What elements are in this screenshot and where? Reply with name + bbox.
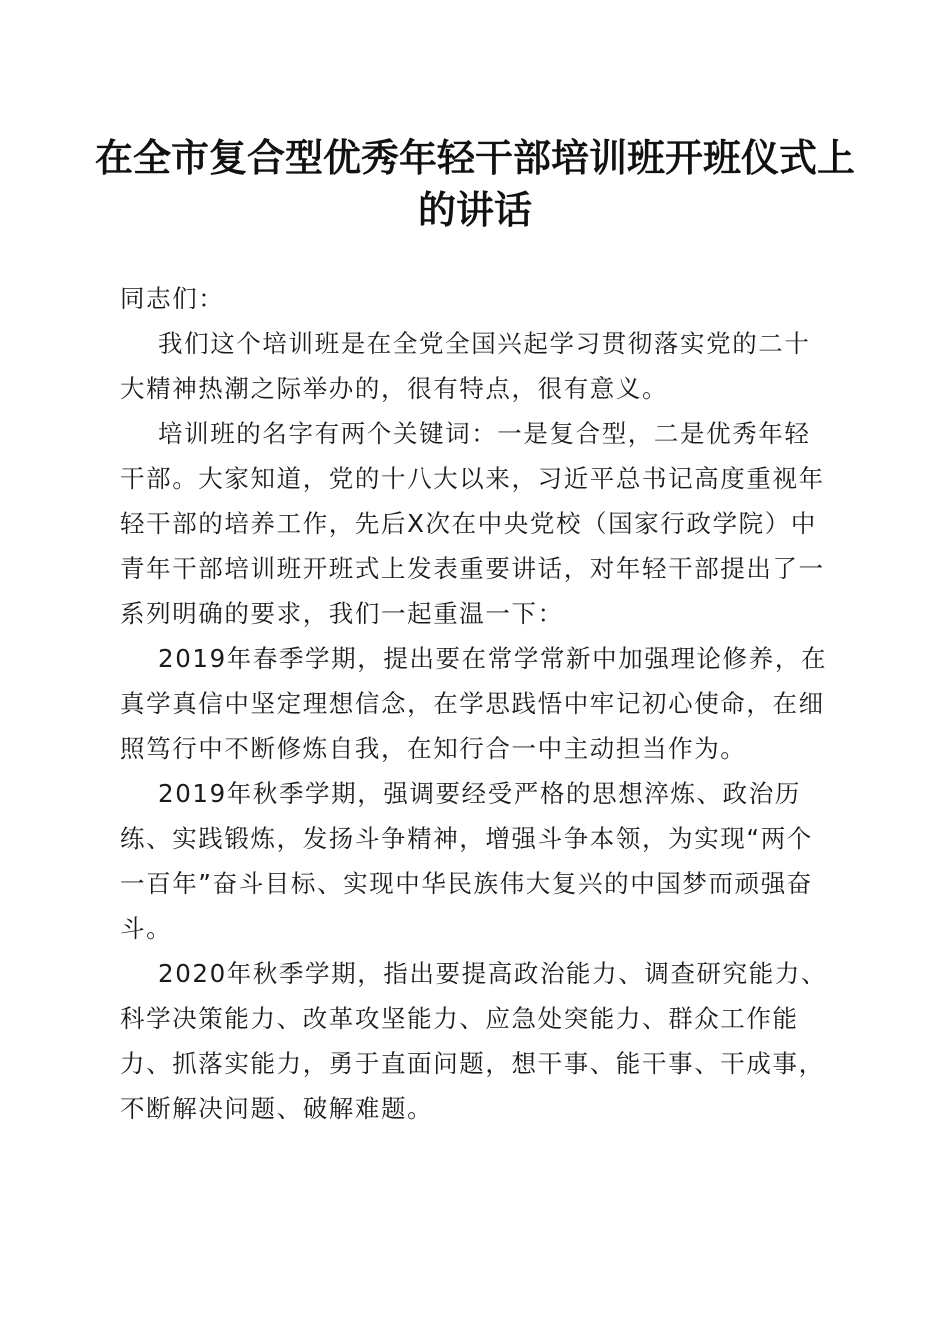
paragraph-4: 2019年秋季学期，强调要经受严格的思想淬炼、政治历练、实践锻炼，发扬斗争精神，增强斗争本领，为实现“两个一百年”奋斗目标、实现中华民族伟大复兴的中国梦而顽强奋斗。: [120, 779, 813, 943]
paragraph-1: 我们这个培训班是在全党全国兴起学习贯彻落实党的二十大精神热潮之际举办的，很有特点，很有意义。: [120, 329, 811, 403]
title-line-2: 的讲话: [417, 187, 532, 232]
paragraph-3: 2019年春季学期，提出要在常学常新中加强理论修养，在真学真信中坚定理想信念，在学思践悟中牢记初心使命，在细照笃行中不断修炼自我，在知行合一中主动担当作为。: [120, 644, 828, 763]
title-line-1: 在全市复合型优秀年轻干部培训班开班仪式上: [94, 135, 855, 180]
paragraph-2: 培训班的名字有两个关键词：一是复合型，二是优秀年轻干部。大家知道，党的十八大以来，习近平总书记高度重视年轻干部的培养工作，先后X次在中央党校（国家行政学院）中青年干部培训班开班式上发表重要讲话，对年轻干部提出了一系列明确的要求，我们一起重温一下：: [120, 419, 825, 628]
document-title: [60, 132, 890, 236]
document-body: [120, 276, 836, 1131]
salutation: 同志们：: [120, 284, 225, 313]
paragraph-5: 2020年秋季学期，指出要提高政治能力、调查研究能力、科学决策能力、改革攻坚能力、应急处突能力、群众工作能力、抓落实能力，勇于直面问题，想干事、能干事、干成事，不断解决问题、破解难题。: [120, 959, 828, 1123]
